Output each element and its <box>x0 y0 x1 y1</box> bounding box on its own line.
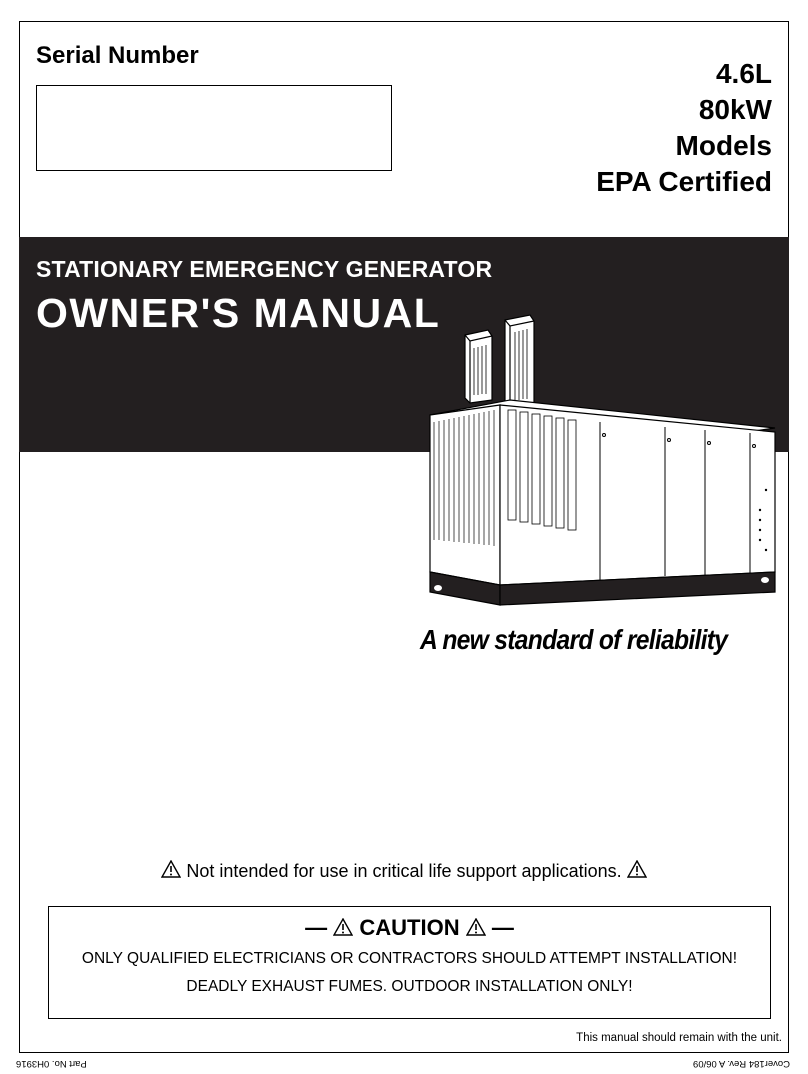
life-support-warning <box>0 860 808 883</box>
cover-revision: Cover184 Rev. A 06/09 <box>693 1058 790 1069</box>
caution-box <box>48 906 771 1019</box>
caution-line-exhaust: DEADLY EXHAUST FUMES. OUTDOOR INSTALLATION ONLY! <box>186 978 633 995</box>
model-label: Models <box>675 130 772 161</box>
warning-text: Not intended for use in critical life support applications. <box>186 861 622 881</box>
generator-illustration <box>420 310 780 620</box>
manual-title: OWNER'S MANUAL <box>36 290 441 336</box>
warning-triangle-icon <box>466 916 486 942</box>
warning-triangle-icon <box>333 916 353 942</box>
part-number: Part No. 0H3916 <box>16 1058 87 1069</box>
tagline: A new standard of reliability <box>420 624 728 655</box>
serial-number-box[interactable] <box>36 85 392 171</box>
remain-with-unit-note: This manual should remain with the unit. <box>576 1032 782 1044</box>
dash-right: — <box>491 915 514 940</box>
caution-heading <box>49 915 770 942</box>
caution-line-installation: ONLY QUALIFIED ELECTRICIANS OR CONTRACTORS SHOULD ATTEMPT INSTALLATION! <box>81 950 738 967</box>
model-epa: EPA Certified <box>596 166 772 197</box>
model-power: 80kW <box>698 94 772 125</box>
model-info <box>596 56 772 200</box>
model-engine: 4.6L <box>715 58 772 89</box>
serial-number-label: Serial Number <box>36 42 199 69</box>
warning-triangle-icon <box>627 860 647 883</box>
dash-left: — <box>305 915 334 940</box>
warning-triangle-icon <box>161 860 181 883</box>
caution-title: CAUTION <box>359 915 460 940</box>
manual-subtitle: STATIONARY EMERGENCY GENERATOR <box>36 256 493 282</box>
